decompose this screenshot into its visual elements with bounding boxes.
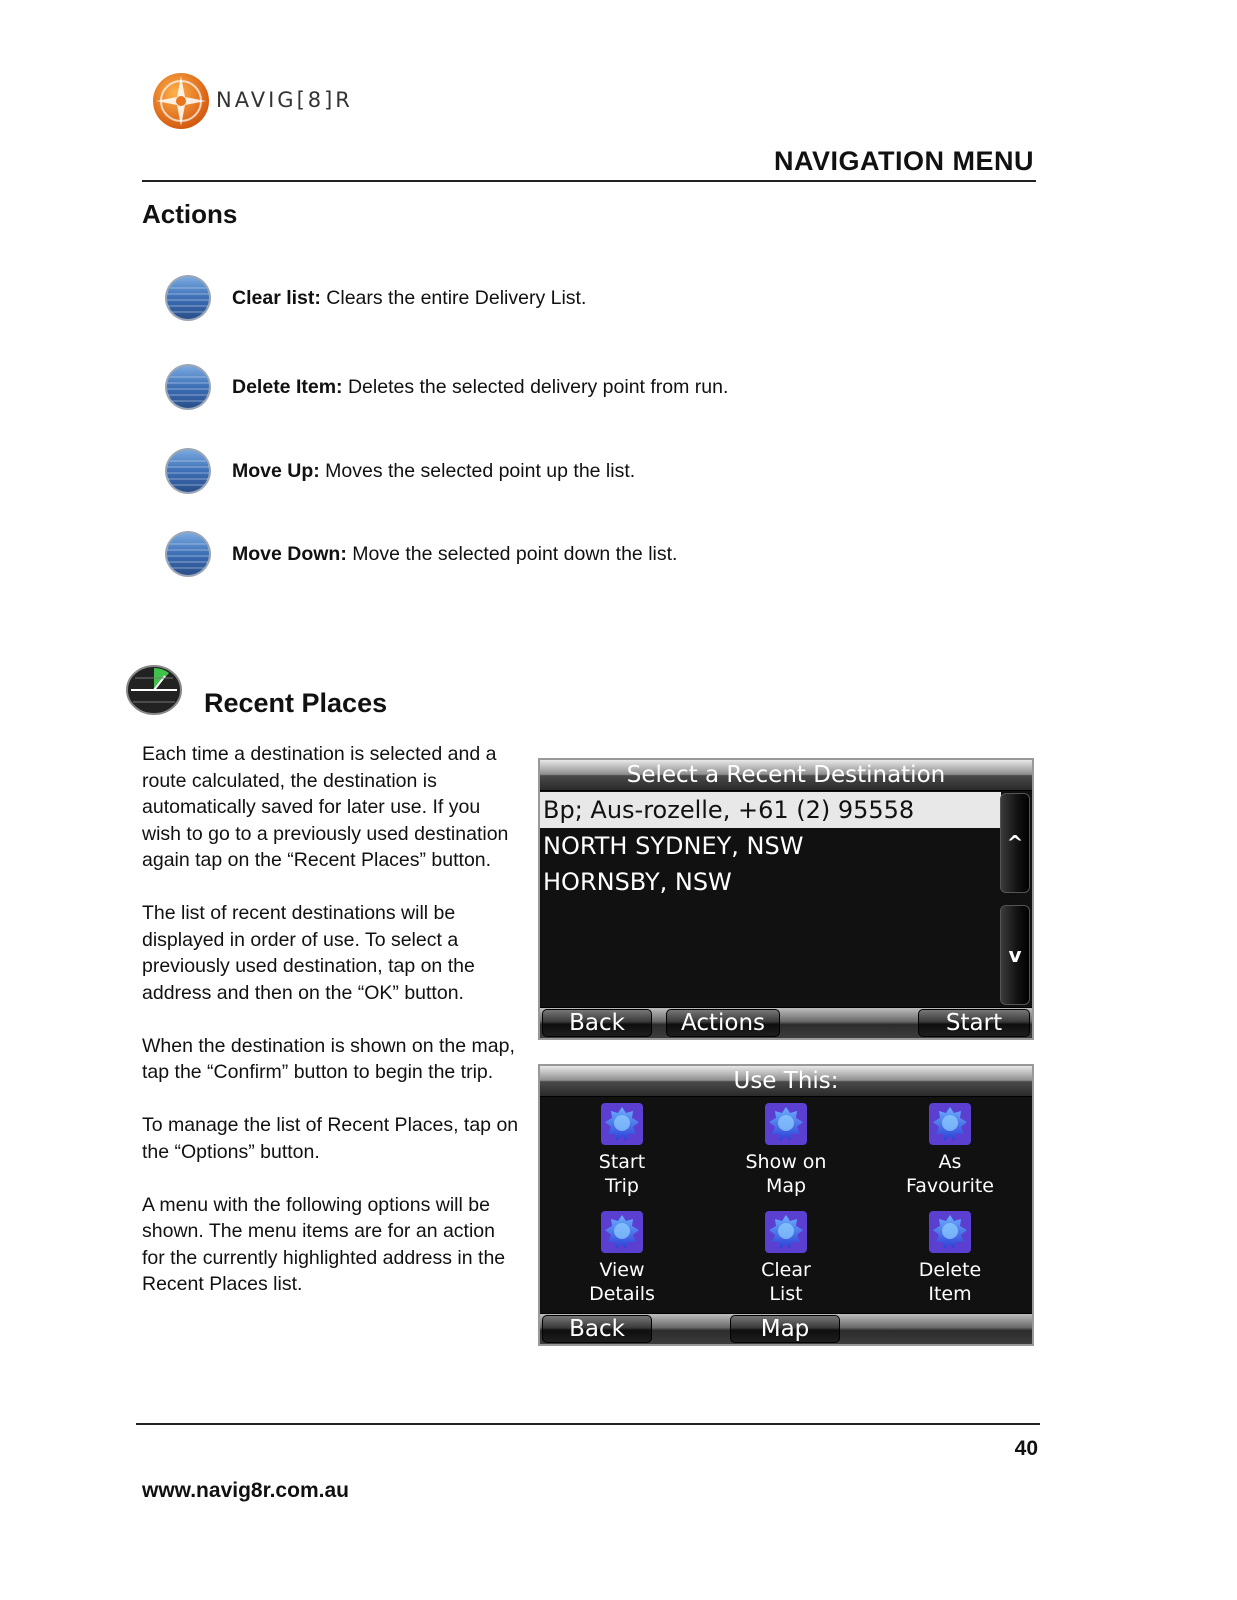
option-label: List <box>769 1283 803 1305</box>
recent-places-clock-icon <box>125 664 183 716</box>
paragraph: When the destination is shown on the map, tap the “Confirm” button to begin the trip. <box>142 1034 515 1083</box>
option-label: Delete <box>918 1259 982 1281</box>
section-title: NAVIGATION MENU <box>774 146 1034 176</box>
show-on-map-icon <box>764 1102 808 1146</box>
option-start-trip[interactable] <box>542 1102 702 1198</box>
move-up-button-icon <box>164 447 212 495</box>
actions-heading: Actions <box>142 199 238 229</box>
action-desc: Deletes the selected delivery point from run. <box>342 375 729 398</box>
logo-wordmark: NAVIG[8]R <box>216 88 353 112</box>
action-text-clear-list <box>232 287 586 310</box>
delete-item-button-icon <box>164 363 212 411</box>
recent-places-heading: Recent Places <box>204 688 388 718</box>
header-divider <box>142 180 1036 182</box>
destination-item[interactable]: NORTH SYDNEY, NSW <box>543 832 804 860</box>
option-label: Start <box>598 1151 646 1173</box>
action-desc: Moves the selected point up the list. <box>319 459 636 482</box>
option-label: Favourite <box>906 1175 994 1197</box>
option-as-favourite[interactable] <box>870 1102 1030 1198</box>
delete-item-icon <box>928 1210 972 1254</box>
action-text-delete-item <box>232 376 728 399</box>
action-term: Clear list: <box>232 286 321 309</box>
footer-divider <box>136 1423 1040 1425</box>
back-button[interactable]: Back <box>542 1009 652 1037</box>
destination-item[interactable]: HORNSBY, NSW <box>543 868 732 896</box>
option-label: Details <box>589 1283 655 1305</box>
option-label: View <box>599 1259 645 1281</box>
back-button[interactable]: Back <box>542 1315 652 1343</box>
screen-title: Select a Recent Destination <box>540 760 1032 791</box>
option-delete-item[interactable] <box>870 1210 1030 1306</box>
option-label: Map <box>765 1175 807 1197</box>
clear-list-icon <box>764 1210 808 1254</box>
option-label: Show on <box>745 1151 827 1173</box>
option-label: Clear <box>761 1259 811 1281</box>
screen-title: Use This: <box>540 1066 1032 1097</box>
action-term: Move Down: <box>232 542 347 565</box>
action-text-move-up <box>232 460 635 483</box>
action-desc: Clears the entire Delivery List. <box>320 286 587 309</box>
clear-list-button-icon <box>164 274 212 322</box>
chevron-down-icon: v <box>1008 943 1022 967</box>
button-bar <box>540 1007 1032 1038</box>
action-term: Move Up: <box>232 459 320 482</box>
option-view-details[interactable] <box>542 1210 702 1306</box>
scroll-up-button[interactable] <box>1000 793 1030 893</box>
use-this-screenshot <box>538 1064 1034 1346</box>
action-desc: Move the selected point down the list. <box>346 542 678 565</box>
website-link[interactable]: www.navig8r.com.au <box>142 1479 349 1502</box>
action-text-move-down <box>232 543 677 566</box>
recent-places-body <box>142 741 520 1324</box>
chevron-up-icon: ^ <box>1006 831 1024 855</box>
option-clear-list[interactable] <box>706 1210 866 1306</box>
recent-destination-screenshot <box>538 758 1034 1040</box>
option-label: As <box>938 1151 962 1173</box>
view-details-icon <box>600 1210 644 1254</box>
paragraph: The list of recent destinations will be displayed in order of use. To select a previously used destination, tap on the address and then on the “OK” button. <box>142 902 475 1004</box>
actions-button[interactable]: Actions <box>666 1009 780 1037</box>
paragraph: Each time a destination is selected and a route calculated, the destination is automatically saved for later use. If you wish to go to a previously used destination again tap on the “Recent Places” button. <box>142 743 509 871</box>
destination-item-selected[interactable]: Bp; Aus-rozelle, +61 (2) 95558 <box>540 792 1001 828</box>
button-bar <box>540 1313 1032 1344</box>
navig8r-logo-icon <box>152 72 210 130</box>
page-number: 40 <box>1014 1437 1038 1460</box>
action-term: Delete Item: <box>232 375 343 398</box>
action-item-delete-item <box>164 362 728 412</box>
action-item-move-down <box>164 529 677 579</box>
action-item-move-up <box>164 446 635 496</box>
action-item-clear-list <box>164 273 586 323</box>
option-label: Item <box>928 1283 972 1305</box>
start-button[interactable]: Start <box>918 1009 1030 1037</box>
map-button[interactable]: Map <box>730 1315 840 1343</box>
paragraph: To manage the list of Recent Places, tap on the “Options” button. <box>142 1114 519 1163</box>
scroll-down-button[interactable] <box>1000 905 1030 1005</box>
option-label: Trip <box>605 1175 639 1197</box>
paragraph: A menu with the following options will be shown. The menu items are for an action for the currently highlighted address in the Recent Places list. <box>142 1193 506 1295</box>
move-down-button-icon <box>164 530 212 578</box>
start-trip-icon <box>600 1102 644 1146</box>
option-show-on-map[interactable] <box>706 1102 866 1198</box>
favourite-icon <box>928 1102 972 1146</box>
